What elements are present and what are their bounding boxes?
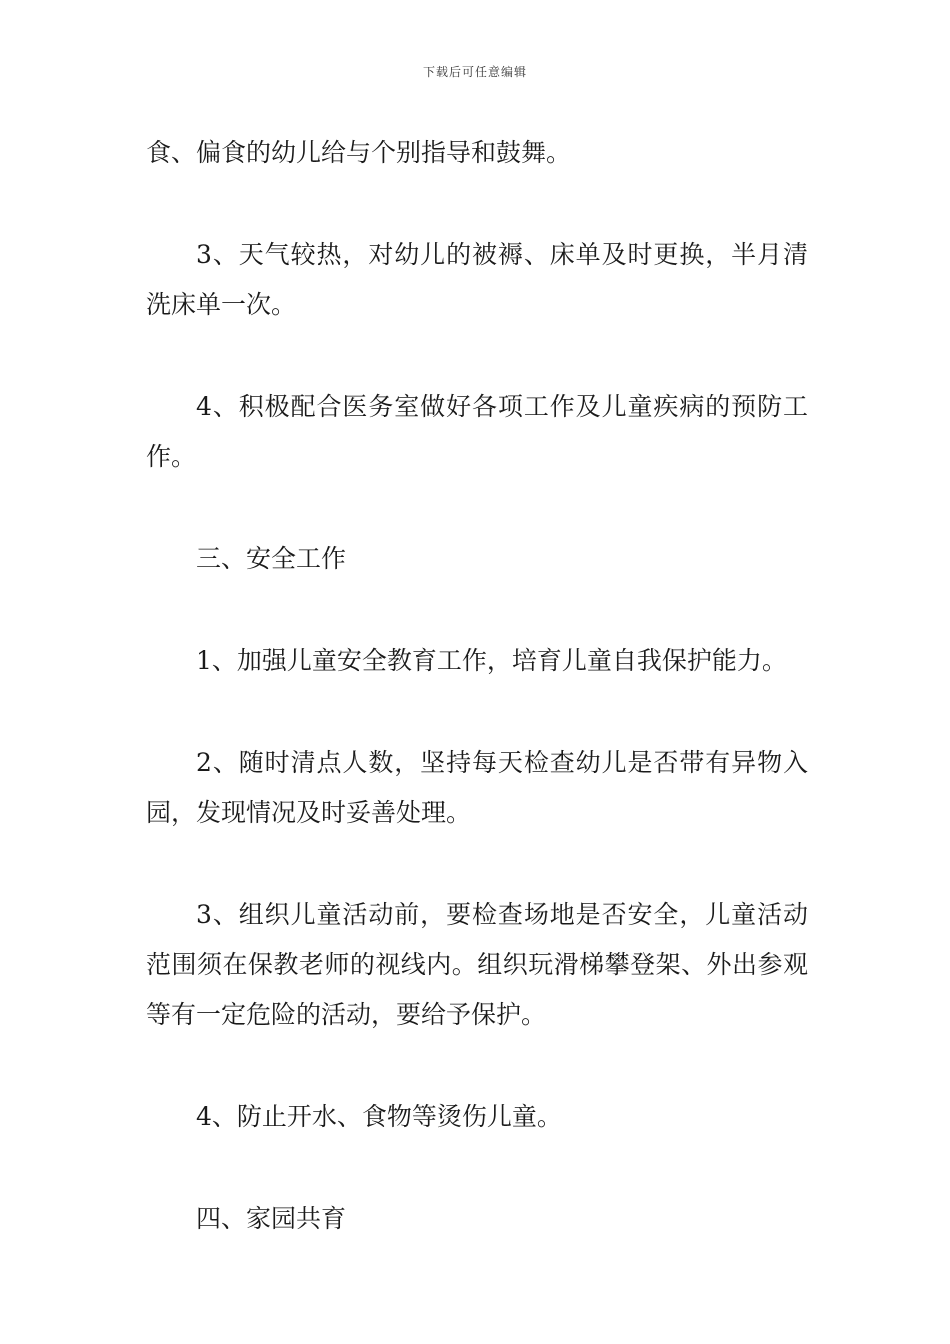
section-heading-safety: 三、安全工作 [196, 544, 347, 573]
paragraph-continuation: 食、偏食的幼儿给与个别指导和鼓舞。 [146, 138, 572, 167]
document-body [146, 128, 808, 1244]
paragraph-item-4-scald-prevention: 4、防止开水、食物等烫伤儿童。 [196, 1102, 562, 1131]
section-heading-home-school: 四、家园共育 [196, 1204, 347, 1233]
paragraph-item-2-headcount: 2、随时清点人数，坚持每天检查幼儿是否带有异物入园，发现情况及时妥善处理。 [146, 748, 808, 827]
paragraph-item-3-bedding: 3、天气较热，对幼儿的被褥、床单及时更换，半月清洗床单一次。 [146, 240, 808, 319]
page-header-note: 下载后可任意编辑 [422, 65, 527, 79]
paragraph-item-3-activity-check: 3、组织儿童活动前，要检查场地是否安全，儿童活动范围须在保教老师的视线内。组织玩滑梯攀登架、外出参观等有一定危险的活动，要给予保护。 [146, 900, 808, 1029]
paragraph-item-1-safety-education: 1、加强儿童安全教育工作，培育儿童自我保护能力。 [196, 646, 787, 675]
paragraph-item-4-medical: 4、积极配合医务室做好各项工作及儿童疾病的预防工作。 [146, 392, 808, 471]
